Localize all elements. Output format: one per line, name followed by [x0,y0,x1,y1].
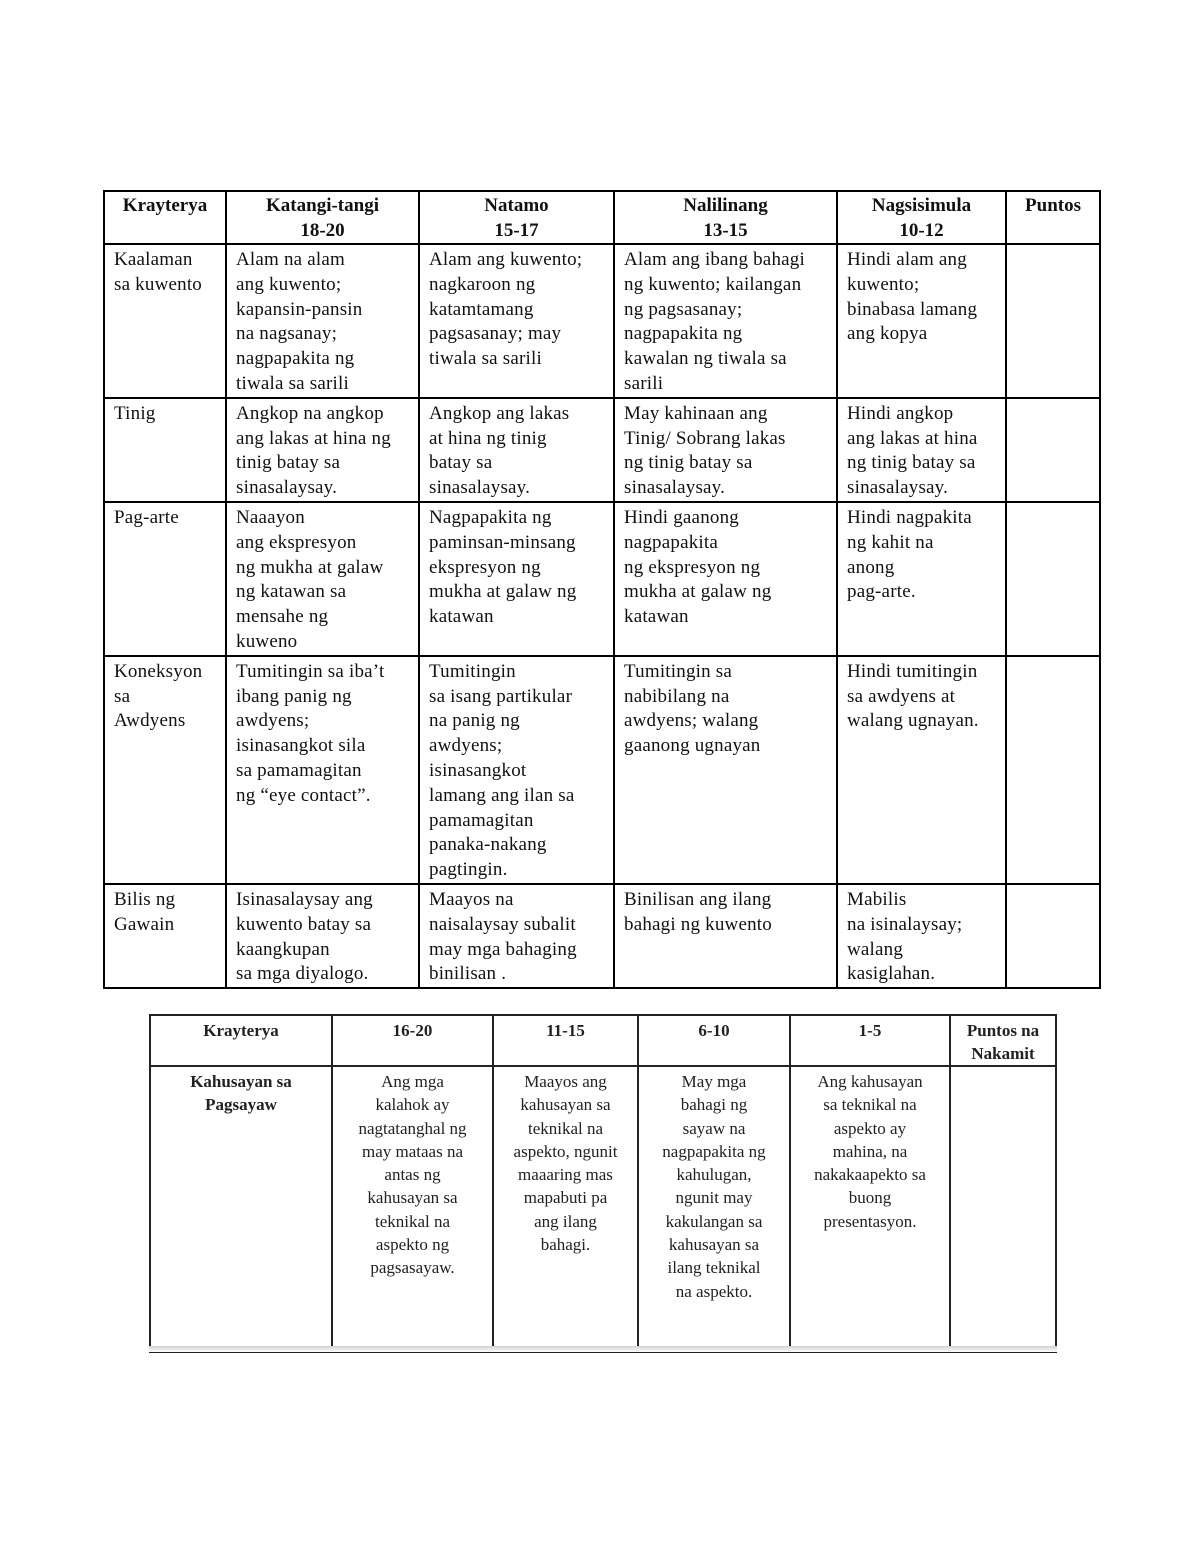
cell-text-line: nagpapakita ng [624,323,743,345]
cell-text-line: ang lakas at hina ng [236,427,391,449]
table-row [104,656,1100,884]
cell-text-line: sa mga diyalogo. [236,963,369,985]
descriptor-cell [837,502,1006,656]
cell-text-line: Hindi gaanong [624,506,739,528]
cell-text-line: binilisan . [429,963,507,985]
descriptor-cell [419,884,614,988]
cell-text-line: Tumitingin sa iba’t [236,660,385,682]
cell-text-line: kakulangan sa [665,1211,763,1231]
cell-text-line: tiwala sa sarili [429,348,542,370]
cell-text-line: mensahe ng [236,606,329,628]
cell-text-line: kahusayan sa [668,1235,760,1255]
cell-text-line: nagpapakita [624,531,718,553]
cell-text-line: Bilis ng [114,888,176,910]
column-header [493,1015,638,1066]
cell-text-line: awdyens; walang [624,710,759,732]
cell-text-line: may mga bahaging [429,938,577,960]
cell-text-line: Maayos ang [524,1072,607,1091]
cell-text-line: na panig ng [429,710,520,732]
descriptor-cell [614,502,837,656]
cell-text-line: naisalaysay subalit [429,913,576,935]
cell-text-line: sa isang partikular [429,685,573,707]
table-row [104,502,1100,656]
cell-text-line: kaangkupan [236,938,330,960]
cell-text-line: Tumitingin [429,660,516,682]
cell-text-line: Ang kahusayan [817,1072,923,1091]
cell-text-line: sa kuwento [114,273,203,295]
cell-text-line: Ang mga [381,1072,444,1091]
cell-text-line: Krayterya [122,195,208,216]
cell-text-line: ang kuwento; [236,273,342,295]
descriptor-cell [419,398,614,502]
criterion-cell [104,244,226,398]
cell-text-line: Koneksyon [114,660,203,682]
cell-text-line: ng ekspresyon ng [624,556,761,578]
descriptor-cell [614,244,837,398]
cell-text-line: Nagpapakita ng [429,506,552,528]
cell-text-line: maaaring mas [518,1165,613,1185]
descriptor-cell [226,244,419,398]
cell-text-line: nagtatanghal ng [358,1118,467,1138]
cell-text-line: at hina ng tinig [429,427,547,449]
table-row [104,398,1100,502]
cell-text-line: ngunit may [675,1188,753,1208]
cell-text-line: Nakamit [971,1044,1035,1063]
descriptor-cell [614,398,837,502]
cell-text-line: kahusayan sa [520,1095,611,1115]
descriptor-cell [226,884,419,988]
descriptor-cell [614,884,837,988]
descriptor-cell [226,398,419,502]
cell-text-line: Gawain [114,913,175,935]
cell-text-line: ng mukha at galaw [236,556,384,578]
table-row [104,244,1100,398]
cell-text-line: 1-5 [858,1021,882,1040]
descriptor-cell [790,1066,950,1352]
cell-text-line: gaanong ugnayan [624,735,761,757]
cell-text-line: Krayterya [203,1021,279,1040]
cell-text-line: ilang teknikal [667,1258,761,1278]
score-cell[interactable] [1006,502,1100,656]
cell-text-line: Hindi angkop [847,402,954,424]
criterion-cell [150,1066,332,1352]
cell-text-line: Binilisan ang ilang [624,888,772,910]
table-shadow [149,1346,1057,1352]
cell-text-line: Natamo [484,195,549,216]
cell-text-line: sa awdyens at [847,685,956,707]
cell-text-line: kapansin-pansin [236,298,363,320]
cell-text-line: bahagi ng kuwento [624,913,772,935]
cell-text-line: Hindi alam ang [847,249,967,270]
cell-text-line: katawan [429,606,494,628]
cell-text-line: nagpapakita ng [662,1141,766,1161]
cell-text-line: buong [848,1188,892,1208]
cell-text-line: teknikal na [527,1118,604,1138]
descriptor-cell [837,656,1006,884]
cell-text-line: sa pamamagitan [236,759,362,781]
score-cell[interactable] [950,1066,1056,1352]
cell-text-line: 10-12 [899,220,944,241]
cell-text-line: kasiglahan. [847,963,936,985]
column-header [638,1015,790,1066]
criterion-cell [104,884,226,988]
cell-text-line: kalahok ay [375,1095,450,1115]
cell-text-line: Awdyens [114,710,186,732]
column-header [226,191,419,244]
cell-text-line: aspekto ng [375,1235,450,1255]
descriptor-cell [419,502,614,656]
cell-text-line: Hindi tumitingin [847,660,978,682]
cell-text-line: ng katawan sa [236,581,347,603]
cell-text-line: ng “eye contact”. [236,784,371,806]
cell-text-line: Angkop na angkop [236,402,384,424]
table-row [104,884,1100,988]
descriptor-cell [614,656,837,884]
descriptor-cell [837,884,1006,988]
cell-text-line: batay sa [429,452,493,474]
cell-text-line: Kahusayan sa [190,1072,292,1091]
column-header [1006,191,1100,244]
cell-text-line: sinasalaysay. [236,477,338,499]
score-cell[interactable] [1006,884,1100,988]
cell-text-line: Katangi-tangi [266,195,379,216]
cell-text-line: awdyens; [429,735,503,757]
cell-text-line: May kahinaan ang [624,402,768,424]
cell-text-line: ang lakas at hina [847,427,978,449]
cell-text-line: nagkaroon ng [429,273,536,295]
score-cell[interactable] [1006,398,1100,502]
score-cell[interactable] [1006,656,1100,884]
cell-text-line: tinig batay sa [236,452,341,474]
cell-text-line: sayaw na [682,1118,746,1138]
cell-text-line: kahulugan, [676,1165,752,1185]
descriptor-cell [332,1066,493,1352]
cell-text-line: Alam ang kuwento; [429,249,583,270]
cell-text-line: ng kahit na [847,531,934,553]
cell-text-line: sinasalaysay. [429,477,531,499]
descriptor-cell [837,244,1006,398]
cell-text-line: kahusayan sa [367,1188,458,1208]
criterion-cell [104,398,226,502]
cell-text-line: aspekto, ngunit [513,1141,618,1161]
column-header [419,191,614,244]
cell-text-line: paminsan-minsang [429,531,576,553]
cell-text-line: kuwento; [847,273,920,295]
cell-text-line: pagsasanay; may [429,323,562,345]
cell-text-line: pagsasayaw. [370,1258,455,1278]
column-header [614,191,837,244]
cell-text-line: ng tinig batay sa [624,452,753,474]
descriptor-cell [226,502,419,656]
cell-text-line: binabasa lamang [847,298,978,320]
cell-text-line: na aspekto. [675,1281,753,1301]
cell-text-line: katawan [624,606,689,628]
table-header-row [150,1015,1056,1066]
cell-text-line: 6-10 [698,1021,730,1040]
descriptor-cell [837,398,1006,502]
criterion-cell [104,502,226,656]
cell-text-line: Mabilis [847,888,907,910]
rubric-table-dance [149,1014,1057,1353]
cell-text-line: panaka-nakang [429,834,547,856]
cell-text-line: kuweno [236,630,298,652]
cell-text-line: aspekto ay [833,1118,907,1138]
cell-text-line: 18-20 [300,220,345,241]
descriptor-cell [226,656,419,884]
cell-text-line: ekspresyon ng [429,556,541,578]
cell-text-line: Alam ang ibang bahagi [624,249,805,270]
cell-text-line: Kaalaman [114,249,193,270]
cell-text-line: katamtamang [429,298,534,320]
cell-text-line: ang kopya [847,323,928,345]
column-header [837,191,1006,244]
cell-text-line: tiwala sa sarili [236,372,349,394]
cell-text-line: Nagsisimula [871,195,972,216]
cell-text-line: Angkop ang lakas [429,402,570,424]
cell-text-line: mahina, na [832,1141,908,1161]
cell-text-line: Puntos [1025,195,1081,216]
cell-text-line: isinasangkot [429,759,527,781]
cell-text-line: Maayos na [429,888,514,910]
cell-text-line: isinasangkot sila [236,735,366,757]
cell-text-line: may mataas na [361,1141,463,1161]
cell-text-line: mukha at galaw ng [429,581,577,603]
score-cell[interactable] [1006,244,1100,398]
cell-text-line: 15-17 [494,220,539,241]
cell-text-line: bahagi ng [680,1095,748,1115]
cell-text-line: sinasalaysay. [847,477,949,499]
cell-text-line: mapabuti pa [523,1188,608,1208]
cell-text-line: sarili [624,372,664,394]
cell-text-line: Hindi nagpakita [847,506,972,528]
cell-text-line: 13-15 [703,220,748,241]
cell-text-line: walang [847,938,904,960]
table-row [150,1066,1056,1352]
cell-text-line: ng tinig batay sa [847,452,976,474]
cell-text-line: pag-arte. [847,581,916,603]
descriptor-cell [419,656,614,884]
cell-text-line: walang ugnayan. [847,710,979,732]
cell-text-line: Puntos na [966,1021,1040,1040]
cell-text-line: sa [114,685,131,707]
column-header [150,1015,332,1066]
cell-text-line: ng pagsasanay; [624,298,743,320]
cell-text-line: kuwento batay sa [236,913,372,935]
cell-text-line: Pagsayaw [205,1095,277,1115]
column-header [790,1015,950,1066]
cell-text-line: sa teknikal na [823,1095,917,1115]
cell-text-line: na nagsanay; [236,323,338,345]
cell-text-line: Tinig [114,402,156,424]
table-header-row [104,191,1100,244]
cell-text-line: presentasyon. [823,1211,917,1231]
cell-text-line: lamang ang ilan sa [429,784,575,806]
cell-text-line: nagpapakita ng [236,348,355,370]
cell-text-line: 16-20 [392,1021,433,1040]
cell-text-line: mukha at galaw ng [624,581,772,603]
cell-text-line: ang ilang [534,1211,597,1231]
cell-text-line: sinasalaysay. [624,477,726,499]
descriptor-cell [638,1066,790,1352]
cell-text-line: nabibilang na [624,685,730,707]
rubric-table-storytelling [103,190,1101,989]
cell-text-line: Nalilinang [683,195,768,216]
cell-text-line: Tumitingin sa [624,660,733,682]
cell-text-line: Naaayon [236,506,305,528]
cell-text-line: nakakaapekto sa [814,1165,926,1185]
column-header [104,191,226,244]
cell-text-line: Pag-arte [114,506,179,528]
cell-text-line: pagtingin. [429,859,508,881]
column-header [950,1015,1056,1066]
cell-text-line: kawalan ng tiwala sa [624,348,787,370]
cell-text-line: awdyens; [236,710,310,732]
cell-text-line: ng kuwento; kailangan [624,273,802,295]
cell-text-line: teknikal na [374,1211,451,1231]
cell-text-line: antas ng [384,1165,441,1185]
cell-text-line: Alam na alam [236,249,345,270]
cell-text-line: Tinig/ Sobrang lakas [624,427,786,449]
descriptor-cell [493,1066,638,1352]
column-header [332,1015,493,1066]
cell-text-line: anong [847,556,895,578]
cell-text-line: pamamagitan [429,809,534,831]
cell-text-line: ibang panig ng [236,685,352,707]
cell-text-line: na isinalaysay; [847,913,963,935]
cell-text-line: ang ekspresyon [236,531,357,553]
cell-text-line: May mga [681,1072,747,1091]
cell-text-line: 11-15 [546,1021,585,1040]
cell-text-line: Isinasalaysay ang [236,888,373,910]
descriptor-cell [419,244,614,398]
criterion-cell [104,656,226,884]
cell-text-line: bahagi. [540,1235,591,1255]
